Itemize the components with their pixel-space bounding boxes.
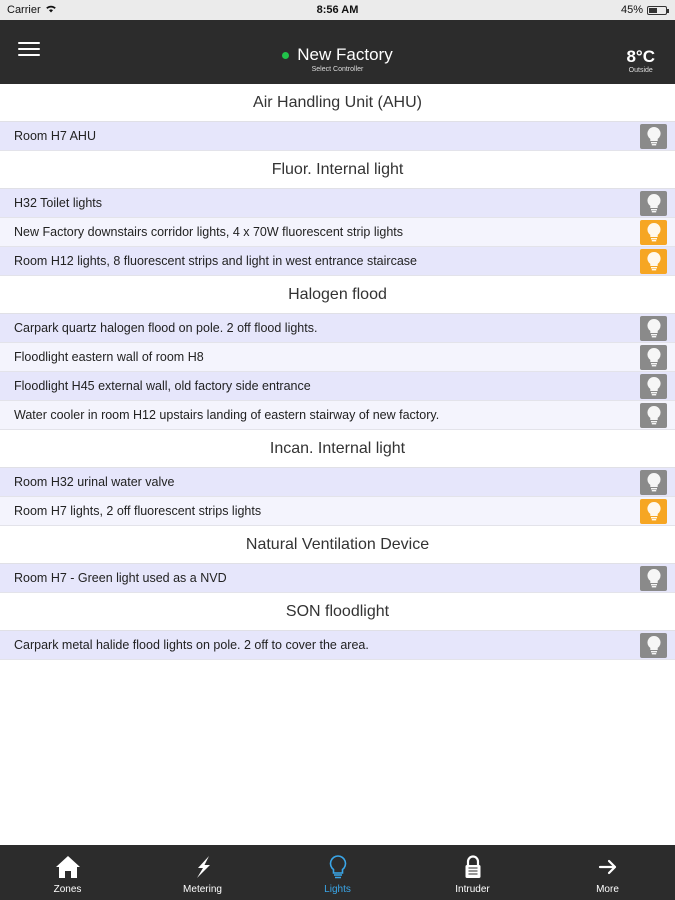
status-time: 8:56 AM [316,4,359,16]
light-label: H32 Toilet lights [14,196,103,210]
lights-list [0,84,675,660]
light-row[interactable] [0,631,675,660]
temperature-label: Outside [628,67,653,74]
status-bar [0,0,675,20]
tab-bar [0,845,675,900]
app-header [0,20,675,84]
connection-status-dot [282,52,289,59]
light-label: Room H12 lights, 8 fluorescent strips and light in west entrance staircase [14,254,417,268]
lightbulb-icon [324,854,352,883]
light-label: New Factory downstairs corridor lights, 4 x 70W fluorescent strip lights [14,225,404,239]
lightbulb-off-icon[interactable] [640,191,667,216]
light-row[interactable] [0,218,675,247]
outside-temperature [626,47,655,74]
light-label: Room H7 lights, 2 off fluorescent strips lights [14,504,262,518]
hamburger-icon [18,42,40,44]
temperature-value: 8°C [626,47,655,66]
tab-metering[interactable] [135,845,270,900]
controller-selector[interactable] [0,45,675,73]
section-header-incan-internal-light: Incan. Internal light [0,430,675,468]
light-row[interactable] [0,343,675,372]
light-row[interactable] [0,564,675,593]
tab-label: Lights [324,884,351,895]
lightbulb-on-icon[interactable] [640,220,667,245]
light-label: Floodlight H45 external wall, old factory side entrance [14,379,311,393]
section-header-air-handling-unit-ahu: Air Handling Unit (AHU) [0,84,675,122]
light-row[interactable] [0,468,675,497]
lightbulb-off-icon[interactable] [640,374,667,399]
battery-info [621,4,667,16]
light-label: Floodlight eastern wall of room H8 [14,350,204,364]
lightbulb-off-icon[interactable] [640,470,667,495]
light-row[interactable] [0,401,675,430]
light-label: Room H7 - Green light used as a NVD [14,571,227,585]
lightning-icon [189,854,217,883]
controller-subtitle: Select Controller [311,66,364,73]
lock-icon [459,854,487,883]
light-label: Carpark metal halide flood lights on pole. 2 off to cover the area. [14,638,369,652]
lightbulb-off-icon[interactable] [640,345,667,370]
home-icon [54,854,82,883]
lightbulb-on-icon[interactable] [640,249,667,274]
tab-label: Zones [53,884,82,895]
battery-icon [647,6,667,15]
lightbulb-off-icon[interactable] [640,566,667,591]
arrow-right-icon [594,854,622,883]
light-row[interactable] [0,189,675,218]
tab-label: Intruder [455,884,490,895]
section-header-natural-ventilation-device: Natural Ventilation Device [0,526,675,564]
controller-title: New Factory [297,45,393,64]
lightbulb-off-icon[interactable] [640,124,667,149]
light-row[interactable] [0,314,675,343]
tab-intruder[interactable] [405,845,540,900]
light-row[interactable] [0,372,675,401]
light-label: Room H32 urinal water valve [14,475,175,489]
light-label: Water cooler in room H12 upstairs landing of eastern stairway of new factory. [14,408,440,422]
light-row[interactable] [0,247,675,276]
section-header-son-floodlight: SON floodlight [0,593,675,631]
lightbulb-off-icon[interactable] [640,633,667,658]
lightbulb-off-icon[interactable] [640,316,667,341]
lightbulb-on-icon[interactable] [640,499,667,524]
tab-label: More [596,884,619,895]
light-label: Carpark quartz halogen flood on pole. 2 off flood lights. [14,321,318,335]
light-row[interactable] [0,497,675,526]
tab-label: Metering [183,884,222,895]
tab-zones[interactable] [0,845,135,900]
tab-more[interactable] [540,845,675,900]
carrier-label: Carrier [7,4,41,16]
tab-lights[interactable] [270,845,405,900]
section-header-halogen-flood: Halogen flood [0,276,675,314]
lightbulb-off-icon[interactable] [640,403,667,428]
light-row[interactable] [0,122,675,151]
battery-percent: 45% [620,4,643,16]
section-header-fluor-internal-light: Fluor. Internal light [0,151,675,189]
light-label: Room H7 AHU [14,129,96,143]
